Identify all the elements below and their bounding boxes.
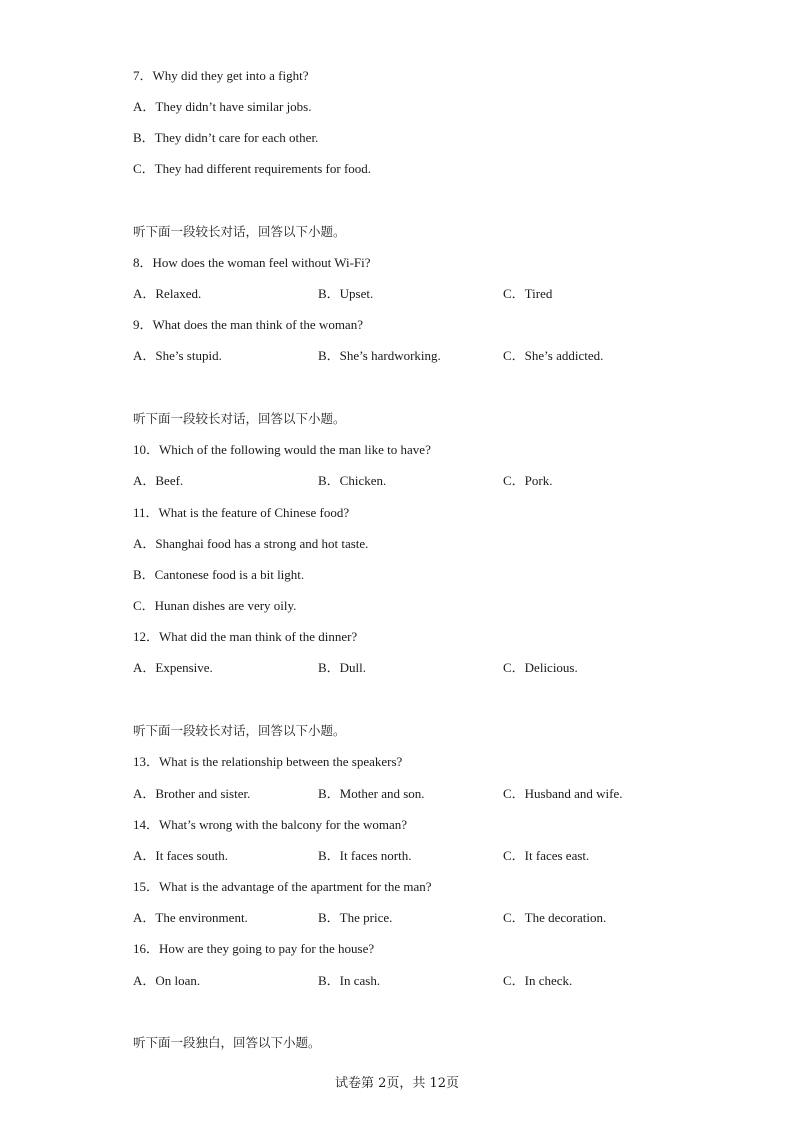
q13-option-a: A．Brother and sister.: [133, 786, 251, 801]
q7-option-b: B．They didn’t care for each other.: [133, 130, 319, 145]
section-header-2: 听下面一段较长对话，回答以下小题。: [133, 411, 346, 426]
q9-option-a: A．She’s stupid.: [133, 348, 222, 363]
q8-option-b: B．Upset.: [318, 286, 374, 301]
question-14: 14．What’s wrong with the balcony for the woman?: [133, 817, 408, 832]
q16-option-b: B．In cash.: [318, 973, 381, 988]
question-8: 8．How does the woman feel without Wi-Fi?: [133, 255, 371, 270]
q15-option-c: C．The decoration.: [503, 910, 607, 925]
q9-option-b: B．She’s hardworking.: [318, 348, 441, 363]
question-11: 11．What is the feature of Chinese food?: [133, 505, 350, 520]
question-9: 9．What does the man think of the woman?: [133, 317, 363, 332]
monologue-header: 听下面一段独白，回答以下小题。: [133, 1035, 321, 1050]
question-12: 12．What did the man think of the dinner?: [133, 629, 358, 644]
q15-option-b: B．The price.: [318, 910, 393, 925]
question-10: 10．Which of the following would the man like to have?: [133, 442, 431, 457]
section-header-3: 听下面一段较长对话，回答以下小题。: [133, 723, 346, 738]
question-16: 16．How are they going to pay for the house?: [133, 941, 375, 956]
q7-option-c: C．They had different requirements for food.: [133, 161, 372, 176]
q12-option-b: B．Dull.: [318, 660, 367, 675]
question-7: 7．Why did they get into a fight?: [133, 68, 309, 83]
q12-option-a: A．Expensive.: [133, 660, 213, 675]
q13-option-c: C．Husband and wife.: [503, 786, 623, 801]
question-13: 13．What is the relationship between the speakers?: [133, 754, 403, 769]
q14-option-a: A．It faces south.: [133, 848, 228, 863]
q9-option-c: C．She’s addicted.: [503, 348, 604, 363]
q16-option-a: A．On loan.: [133, 973, 201, 988]
q12-option-c: C．Delicious.: [503, 660, 578, 675]
q8-option-a: A．Relaxed.: [133, 286, 202, 301]
q10-option-c: C．Pork.: [503, 473, 553, 488]
q8-option-c: C．Tired: [503, 286, 553, 301]
q11-option-a: A．Shanghai food has a strong and hot taste.: [133, 536, 369, 551]
page-footer: 试卷第 2页，共 12页: [334, 1076, 460, 1091]
q11-option-c: C．Hunan dishes are very oily.: [133, 598, 297, 613]
q15-option-a: A．The environment.: [133, 910, 248, 925]
q16-option-c: C．In check.: [503, 973, 573, 988]
q7-option-a: A．They didn’t have similar jobs.: [133, 99, 312, 114]
q11-option-b: B．Cantonese food is a bit light.: [133, 567, 305, 582]
q14-option-b: B．It faces north.: [318, 848, 412, 863]
q10-option-a: A．Beef.: [133, 473, 184, 488]
section-header-1: 听下面一段较长对话，回答以下小题。: [133, 224, 346, 239]
q10-option-b: B．Chicken.: [318, 473, 387, 488]
question-15: 15．What is the advantage of the apartment for the man?: [133, 879, 432, 894]
q13-option-b: B．Mother and son.: [318, 786, 425, 801]
q14-option-c: C．It faces east.: [503, 848, 590, 863]
